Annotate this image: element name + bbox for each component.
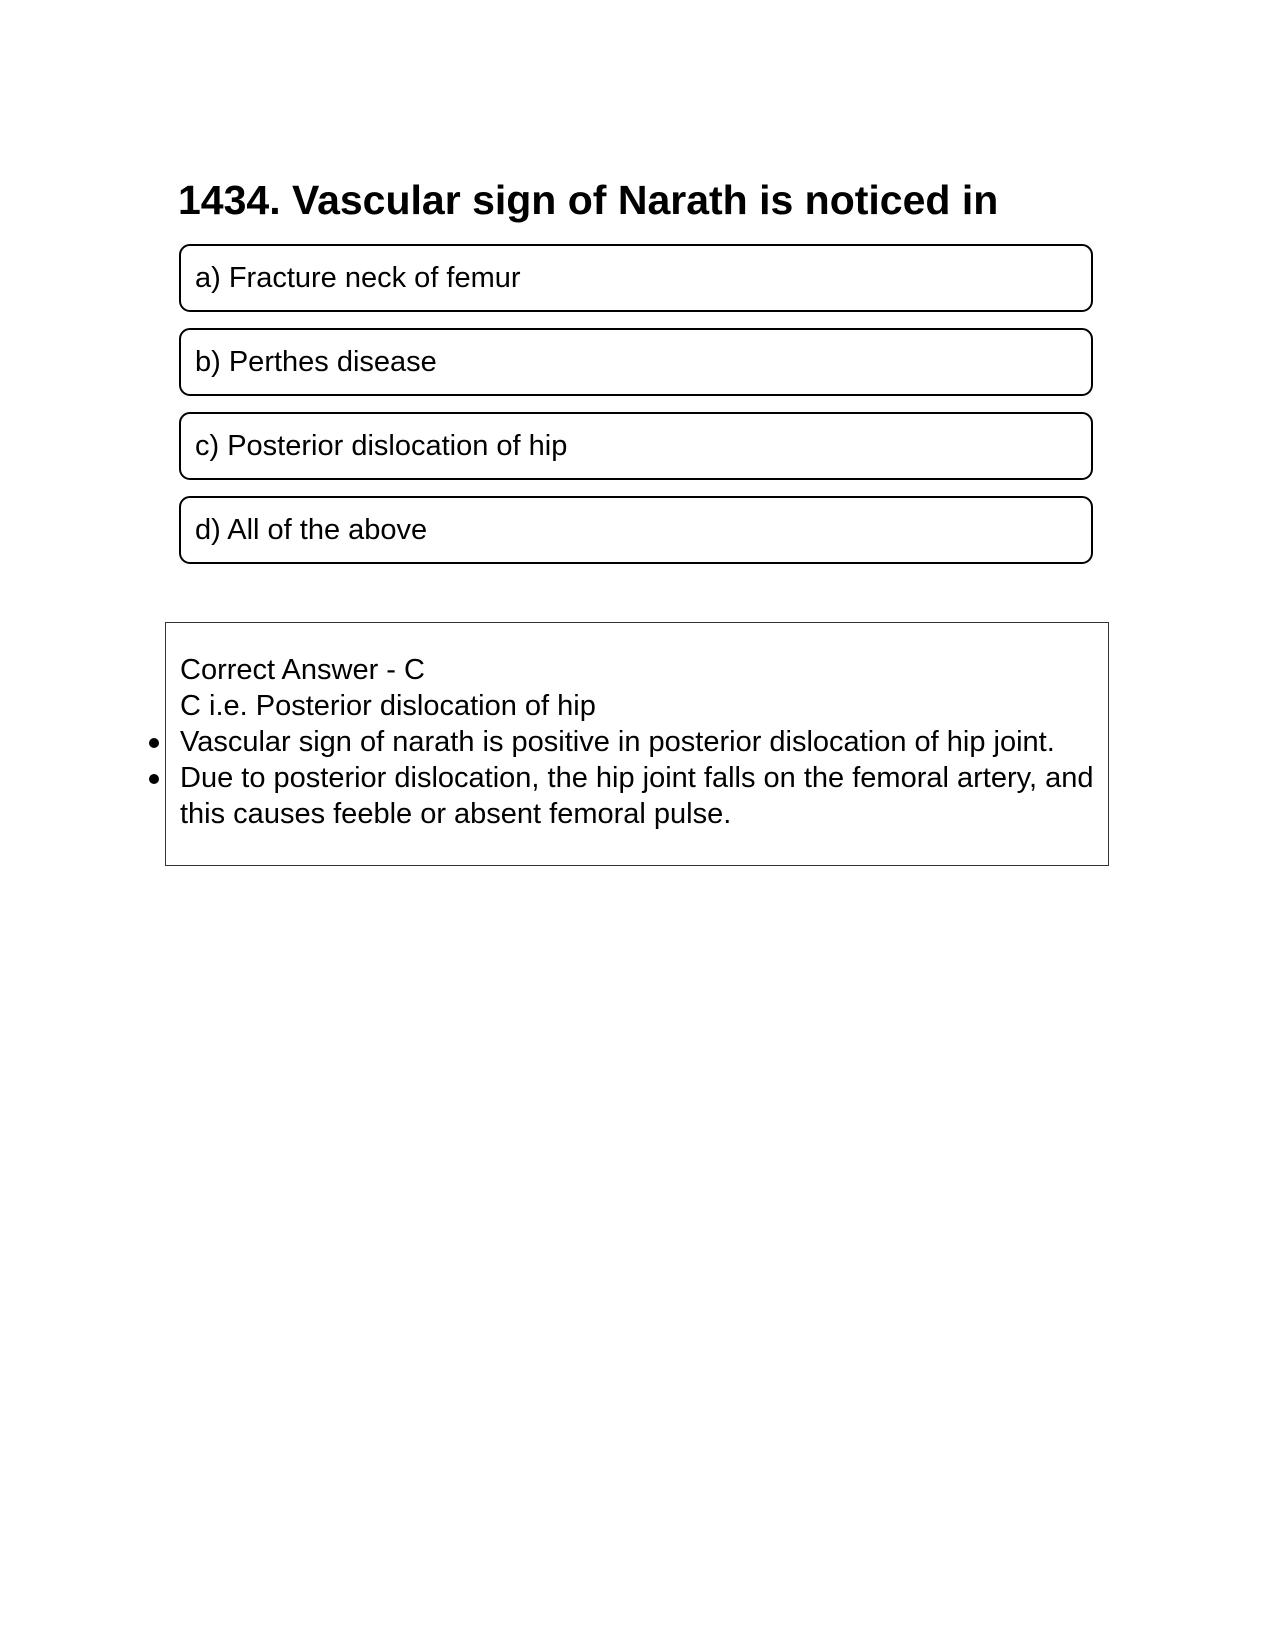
option-d[interactable] bbox=[179, 496, 1093, 564]
explanation-bullets bbox=[180, 724, 1105, 832]
option-c[interactable] bbox=[179, 412, 1093, 480]
option-b-label: b) Perthes disease bbox=[195, 345, 437, 378]
explanation-bullet-2 bbox=[180, 760, 1105, 832]
bullet-icon bbox=[149, 738, 159, 748]
bullet-icon bbox=[149, 774, 159, 784]
answer-summary: C i.e. Posterior dislocation of hip bbox=[180, 690, 596, 722]
option-d-label: d) All of the above bbox=[195, 513, 428, 546]
question-title: 1434. Vascular sign of Narath is noticed in bbox=[178, 177, 999, 223]
explanation-bullet-2-text: Due to posterior dislocation, the hip joint falls on the femoral artery, and this causes feeble or absent femoral pulse. bbox=[180, 762, 1094, 830]
explanation-bullet-1-text: Vascular sign of narath is positive in posterior dislocation of hip joint. bbox=[180, 726, 1055, 758]
option-a[interactable] bbox=[179, 244, 1093, 312]
explanation-bullet-1 bbox=[180, 724, 1105, 760]
answer-explanation bbox=[180, 652, 1105, 832]
option-b[interactable] bbox=[179, 328, 1093, 396]
option-a-label: a) Fracture neck of femur bbox=[195, 261, 521, 294]
option-c-label: c) Posterior dislocation of hip bbox=[195, 429, 568, 462]
correct-answer-heading: Correct Answer - C bbox=[180, 654, 425, 686]
